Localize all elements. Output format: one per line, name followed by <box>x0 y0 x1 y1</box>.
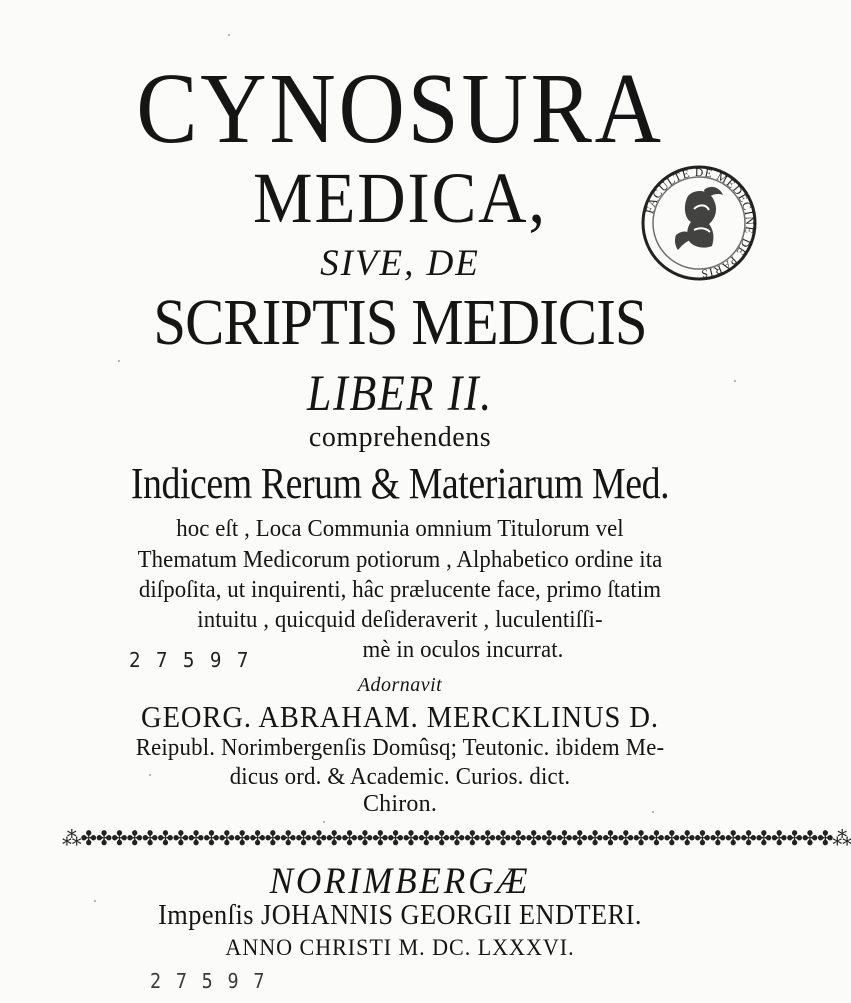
author-title-line-1: Reipubl. Norimbergenſis Domûsq; Teutonic. ibidem Me- <box>135 735 665 761</box>
main-title-line-5: LIBER II. <box>306 366 494 422</box>
paper-speck <box>228 34 230 36</box>
library-stamp-icon <box>636 160 762 286</box>
index-line: Indicem Rerum & Materiarum Med. <box>130 459 670 508</box>
description-line-3: diſpoſita, ut inquirenti, hâc prælucente face, primo ſtatim <box>138 577 662 603</box>
description-line-5: mè in oculos incurrat. <box>362 637 564 663</box>
description-line-2: Thematum Medicorum potiorum , Alphabetico ordine ita <box>137 547 663 573</box>
main-title-line-1: CYNOSURA <box>136 52 664 164</box>
paper-speck <box>94 900 96 902</box>
paper-speck <box>734 380 736 382</box>
author-title-line-3: Chiron. <box>362 791 438 817</box>
paper-speck <box>118 360 120 362</box>
subtitle: comprehendens <box>308 422 492 453</box>
author-name: GEORG. ABRAHAM. MERCKLINUS D. <box>141 699 659 734</box>
imprint-publisher: Impenſis JOHANNIS GEORGII ENDTERI. <box>158 900 642 931</box>
catalog-number-upper: 2 7 5 9 7 <box>129 648 251 672</box>
description-line-1: hoc eſt , Loca Communia omnium Titulorum vel <box>176 516 624 542</box>
description-line-4: intuitu , quicquid deſideraverit , luculentiſſi- <box>197 607 603 633</box>
main-title-line-3: SIVE, DE <box>320 243 480 284</box>
adornavit-label: Adornavit <box>357 674 443 696</box>
author-title-line-2: dicus ord. & Academic. Curios. dict. <box>229 764 571 790</box>
main-title-line-2: MEDICA, <box>253 158 547 238</box>
paper-speck <box>149 774 151 776</box>
paper-speck <box>652 811 654 813</box>
stamp-text: FACULTÉ DE MÉDECINE DE PARIS <box>644 166 756 280</box>
paper-speck <box>323 821 325 823</box>
imprint-city: NORIMBERGÆ <box>269 861 531 902</box>
main-title-line-4: SCRIPTIS MEDICIS <box>153 286 647 359</box>
catalog-number-lower: 2 7 5 9 7 <box>150 969 267 993</box>
imprint-date: ANNO CHRISTI M. DC. LXXXVI. <box>225 935 575 960</box>
decorative-border: ⁂✤✤✤✤✤✤✤✤✤✤✤✤✤✤✤✤✤✤✤✤✤✤✤✤✤✤✤✤✤✤✤✤✤✤✤✤✤✤✤✤✤✤✤✤✤✤✤✤✤⁂ <box>62 828 851 850</box>
